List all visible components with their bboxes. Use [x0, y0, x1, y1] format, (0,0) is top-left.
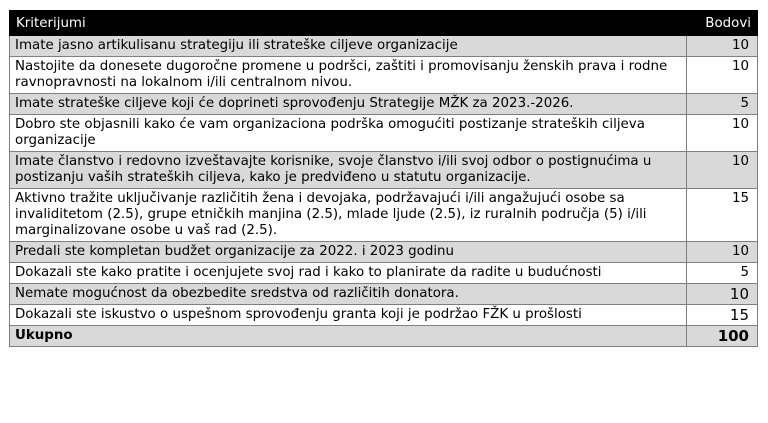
table-row — [10, 284, 758, 305]
criterion-points: 15 — [687, 305, 758, 326]
criterion-points: 10 — [687, 152, 758, 189]
criterion-text: Nemate mogućnost da obezbedite sredstva od različitih donatora. — [10, 284, 687, 305]
table-row — [10, 242, 758, 263]
table-row — [10, 305, 758, 326]
table-row — [10, 57, 758, 94]
criterion-text: Nastojite da donesete dugoročne promene u podršci, zaštiti i promovisanju ženskih prava i rodne ravnopravnosti na lokalnom i/ili centralnom nivou. — [10, 57, 687, 94]
criterion-points: 10 — [687, 242, 758, 263]
criterion-text: Dobro ste objasnili kako će vam organizaciona podrška omogućiti postizanje strateških ciljeva organizacije — [10, 115, 687, 152]
total-label: Ukupno — [10, 326, 687, 347]
table-row — [10, 36, 758, 57]
criterion-points: 5 — [687, 94, 758, 115]
criterion-text: Imate članstvo i redovno izveštavajte korisnike, svoje članstvo i/ili svoj odbor o postignućima u postizanju vaših strateških ciljeva, kako je predviđeno u statutu organizacije. — [10, 152, 687, 189]
total-row — [10, 326, 758, 347]
table-row — [10, 94, 758, 115]
criteria-column-header: Kriterijumi — [10, 11, 687, 36]
criterion-text: Dokazali ste iskustvo o uspešnom sprovođenju granta koji je podržao FŽK u prošlosti — [10, 305, 687, 326]
criterion-points: 10 — [687, 36, 758, 57]
table-row — [10, 263, 758, 284]
points-column-header: Bodovi — [687, 11, 758, 36]
table-row — [10, 189, 758, 242]
criteria-table-container — [9, 10, 757, 347]
total-points: 100 — [687, 326, 758, 347]
table-row — [10, 115, 758, 152]
criteria-table — [9, 10, 758, 347]
criterion-points: 10 — [687, 115, 758, 152]
criterion-text: Predali ste kompletan budžet organizacije za 2022. i 2023 godinu — [10, 242, 687, 263]
criterion-text: Imate strateške ciljeve koji će doprineti sprovođenju Strategije MŽK za 2023.-2026. — [10, 94, 687, 115]
criterion-points: 15 — [687, 189, 758, 242]
criterion-text: Dokazali ste kako pratite i ocenjujete svoj rad i kako to planirate da radite u budućnosti — [10, 263, 687, 284]
criterion-points: 10 — [687, 57, 758, 94]
criterion-points: 10 — [687, 284, 758, 305]
criterion-text: Aktivno tražite uključivanje različitih žena i devojaka, podržavajući i/ili angažujući osobe sa invaliditetom (2.5), grupe etničkih manjina (2.5), mlade ljude (2.5), iz ruralnih područja (5) i/ili marginalizovane osobe u vaš rad (2.5). — [10, 189, 687, 242]
criterion-text: Imate jasno artikulisanu strategiju ili strateške ciljeve organizacije — [10, 36, 687, 57]
table-row — [10, 152, 758, 189]
table-header-row — [10, 11, 758, 36]
criterion-points: 5 — [687, 263, 758, 284]
